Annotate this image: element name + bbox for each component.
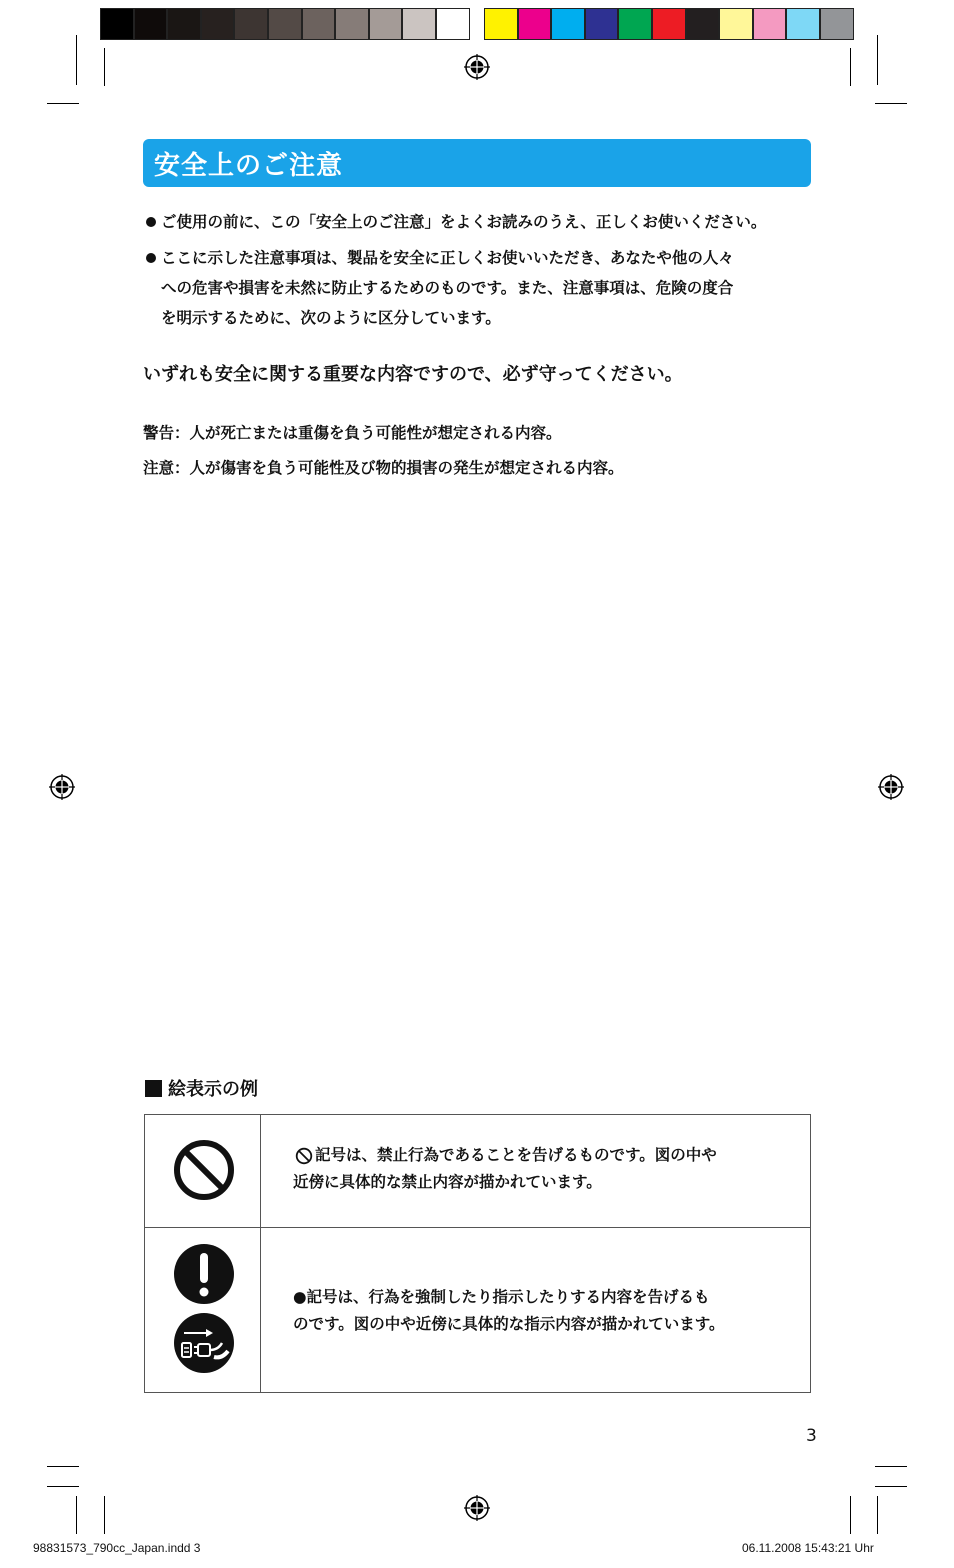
pictogram-table <box>144 1114 811 1393</box>
color-swatch <box>719 8 753 40</box>
color-swatch <box>167 8 201 40</box>
registration-mark-icon <box>876 772 906 802</box>
registration-mark-icon <box>462 52 492 82</box>
color-swatch <box>402 8 436 40</box>
prohibition-icon <box>173 1139 235 1201</box>
mandatory-exclamation-icon <box>174 1244 234 1304</box>
intro-bullet-2-line-2: への危害や損害を未然に防止するためのものです。また、注意事項は、危険の度合 <box>161 279 734 297</box>
color-swatch <box>369 8 403 40</box>
prohibition-description-line-1: 記号は、禁止行為であることを告げるものです。図の中や <box>315 1146 717 1164</box>
prohibition-description-line-2: 近傍に具体的な禁止内容が描かれています。 <box>293 1173 602 1191</box>
color-swatch <box>134 8 168 40</box>
bullet-icon <box>146 253 156 263</box>
slug-filename: 98831573_790cc_Japan.indd 3 <box>33 1541 201 1555</box>
slug-timestamp: 06.11.2008 15:43:21 Uhr <box>742 1541 874 1555</box>
pictogram-section-title: 絵表示の例 <box>168 1079 258 1100</box>
intro-bullet-2-line-3: を明示するために、次のように区分しています。 <box>161 309 501 327</box>
color-swatch <box>436 8 470 40</box>
mandatory-description-line-1: ●記号は、行為を強制したり指示したりする内容を告げるも <box>293 1288 710 1306</box>
prohibition-symbol-icon <box>295 1147 313 1165</box>
color-swatch <box>652 8 686 40</box>
color-swatch <box>335 8 369 40</box>
color-swatch <box>551 8 585 40</box>
color-swatch <box>820 8 854 40</box>
color-swatch <box>100 8 134 40</box>
subheading: いずれも安全に関する重要な内容ですので、必ず守ってください。 <box>143 364 683 385</box>
color-swatch <box>518 8 552 40</box>
print-color-bar <box>100 8 855 42</box>
color-swatch <box>585 8 619 40</box>
page-title: 安全上のご注意 <box>154 151 344 181</box>
intro-bullet-2-line-1: ここに示した注意事項は、製品を安全に正しくお使いいただき、あなたや他の人々 <box>161 249 734 267</box>
caution-definition: 注意：人が傷害を負う可能性及び物的損害の発生が想定される内容。 <box>143 459 624 477</box>
color-swatch <box>618 8 652 40</box>
unplug-icon <box>174 1313 234 1373</box>
mandatory-description-line-2: のです。図の中や近傍に具体的な指示内容が描かれています。 <box>293 1315 725 1333</box>
color-swatch <box>786 8 820 40</box>
color-swatch <box>484 8 518 40</box>
color-swatch <box>201 8 235 40</box>
registration-mark-icon <box>462 1493 492 1523</box>
bullet-icon <box>146 217 156 227</box>
section-header-banner <box>143 139 811 187</box>
color-swatch <box>268 8 302 40</box>
intro-bullet-1: ご使用の前に、この「安全上のご注意」をよくお読みのうえ、正しくお使いください。 <box>161 213 767 231</box>
page-number: 3 <box>806 1426 817 1446</box>
color-swatch <box>686 8 720 40</box>
section-square-marker <box>145 1080 162 1097</box>
registration-mark-icon <box>47 772 77 802</box>
color-swatch <box>234 8 268 40</box>
color-swatch <box>302 8 336 40</box>
color-swatch <box>753 8 787 40</box>
warning-definition: 警告：人が死亡または重傷を負う可能性が想定される内容。 <box>143 424 562 442</box>
